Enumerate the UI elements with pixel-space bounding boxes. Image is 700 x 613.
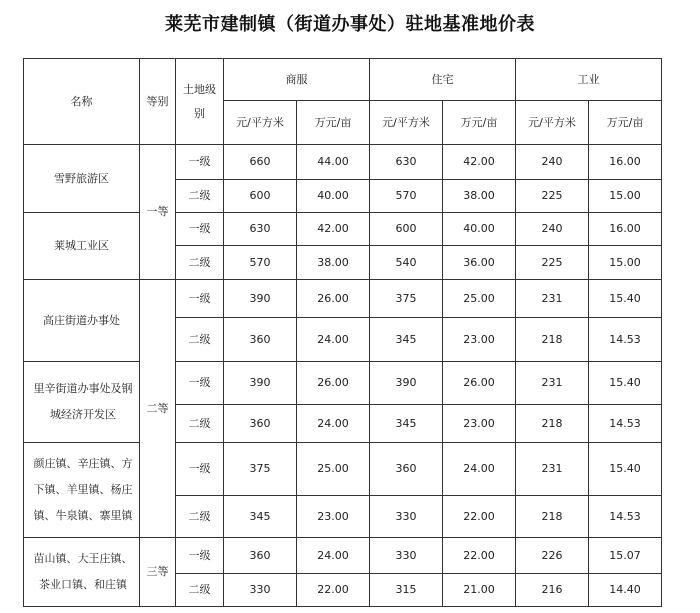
level-cell: 一级 [176, 443, 224, 496]
value-cell: 330 [224, 574, 297, 607]
header-commercial: 商服 [224, 59, 370, 101]
table-row [24, 538, 662, 574]
value-cell: 231 [516, 362, 589, 405]
unit-sqm: 元/平方米 [370, 101, 443, 145]
value-cell: 15.40 [589, 362, 662, 405]
value-cell: 345 [370, 405, 443, 443]
value-cell: 23.00 [443, 405, 516, 443]
value-cell: 600 [224, 180, 297, 213]
value-cell: 25.00 [297, 443, 370, 496]
table-row [24, 145, 662, 180]
value-cell: 26.00 [297, 280, 370, 318]
value-cell: 390 [224, 280, 297, 318]
unit-mu: 万元/亩 [589, 101, 662, 145]
value-cell: 14.53 [589, 318, 662, 362]
value-cell: 40.00 [297, 180, 370, 213]
level-cell: 二级 [176, 405, 224, 443]
value-cell: 660 [224, 145, 297, 180]
area-name: 高庄街道办事处 [24, 280, 140, 362]
area-name: 莱城工业区 [24, 213, 140, 280]
value-cell: 390 [370, 362, 443, 405]
unit-mu: 万元/亩 [443, 101, 516, 145]
grade-cell: 三等 [140, 538, 176, 607]
area-name: 苗山镇、大王庄镇、茶业口镇、和庄镇 [24, 538, 140, 607]
value-cell: 360 [224, 538, 297, 574]
unit-sqm: 元/平方米 [516, 101, 589, 145]
value-cell: 360 [370, 443, 443, 496]
value-cell: 315 [370, 574, 443, 607]
value-cell: 218 [516, 496, 589, 538]
value-cell: 14.53 [589, 496, 662, 538]
value-cell: 345 [370, 318, 443, 362]
header-residential: 住宅 [370, 59, 516, 101]
value-cell: 540 [370, 246, 443, 280]
value-cell: 15.40 [589, 280, 662, 318]
level-cell: 二级 [176, 496, 224, 538]
value-cell: 231 [516, 280, 589, 318]
value-cell: 600 [370, 213, 443, 246]
value-cell: 390 [224, 362, 297, 405]
level-cell: 一级 [176, 538, 224, 574]
value-cell: 15.40 [589, 443, 662, 496]
value-cell: 375 [224, 443, 297, 496]
level-cell: 一级 [176, 145, 224, 180]
area-name: 里辛街道办事处及钢城经济开发区 [24, 362, 140, 443]
header-grade: 等别 [140, 59, 176, 145]
value-cell: 36.00 [443, 246, 516, 280]
value-cell: 226 [516, 538, 589, 574]
value-cell: 570 [370, 180, 443, 213]
header-industrial: 工业 [516, 59, 662, 101]
header-land-level: 土地级别 [176, 59, 224, 145]
value-cell: 42.00 [297, 213, 370, 246]
value-cell: 44.00 [297, 145, 370, 180]
value-cell: 23.00 [297, 496, 370, 538]
level-cell: 二级 [176, 180, 224, 213]
unit-sqm: 元/平方米 [224, 101, 297, 145]
page-title: 莱芜市建制镇（街道办事处）驻地基准地价表 [165, 14, 535, 35]
value-cell: 26.00 [297, 362, 370, 405]
level-cell: 一级 [176, 280, 224, 318]
grade-cell: 一等 [140, 145, 176, 280]
level-cell: 一级 [176, 213, 224, 246]
table-row [24, 362, 662, 405]
value-cell: 225 [516, 246, 589, 280]
value-cell: 218 [516, 405, 589, 443]
value-cell: 24.00 [297, 318, 370, 362]
level-cell: 二级 [176, 318, 224, 362]
area-name: 颜庄镇、辛庄镇、方下镇、羊里镇、杨庄镇、牛泉镇、寨里镇 [24, 443, 140, 538]
value-cell: 630 [370, 145, 443, 180]
header-row [24, 59, 662, 101]
value-cell: 26.00 [443, 362, 516, 405]
value-cell: 240 [516, 213, 589, 246]
value-cell: 330 [370, 496, 443, 538]
level-cell: 二级 [176, 246, 224, 280]
value-cell: 42.00 [443, 145, 516, 180]
value-cell: 231 [516, 443, 589, 496]
table-row [24, 443, 662, 496]
value-cell: 24.00 [297, 405, 370, 443]
value-cell: 24.00 [443, 443, 516, 496]
value-cell: 570 [224, 246, 297, 280]
value-cell: 24.00 [297, 538, 370, 574]
level-cell: 一级 [176, 362, 224, 405]
header-name: 名称 [24, 59, 140, 145]
value-cell: 360 [224, 405, 297, 443]
value-cell: 23.00 [443, 318, 516, 362]
value-cell: 14.40 [589, 574, 662, 607]
value-cell: 345 [224, 496, 297, 538]
value-cell: 38.00 [297, 246, 370, 280]
area-name: 雪野旅游区 [24, 145, 140, 213]
value-cell: 38.00 [443, 180, 516, 213]
value-cell: 40.00 [443, 213, 516, 246]
unit-mu: 万元/亩 [297, 101, 370, 145]
value-cell: 22.00 [443, 496, 516, 538]
value-cell: 14.53 [589, 405, 662, 443]
value-cell: 330 [370, 538, 443, 574]
value-cell: 22.00 [297, 574, 370, 607]
value-cell: 22.00 [443, 538, 516, 574]
value-cell: 240 [516, 145, 589, 180]
value-cell: 15.07 [589, 538, 662, 574]
grade-cell: 二等 [140, 280, 176, 538]
value-cell: 16.00 [589, 145, 662, 180]
value-cell: 218 [516, 318, 589, 362]
value-cell: 630 [224, 213, 297, 246]
value-cell: 15.00 [589, 180, 662, 213]
value-cell: 216 [516, 574, 589, 607]
value-cell: 15.00 [589, 246, 662, 280]
table-row [24, 213, 662, 246]
land-price-table [23, 58, 662, 607]
table-row [24, 280, 662, 318]
value-cell: 225 [516, 180, 589, 213]
value-cell: 16.00 [589, 213, 662, 246]
value-cell: 25.00 [443, 280, 516, 318]
value-cell: 360 [224, 318, 297, 362]
value-cell: 375 [370, 280, 443, 318]
value-cell: 21.00 [443, 574, 516, 607]
level-cell: 二级 [176, 574, 224, 607]
